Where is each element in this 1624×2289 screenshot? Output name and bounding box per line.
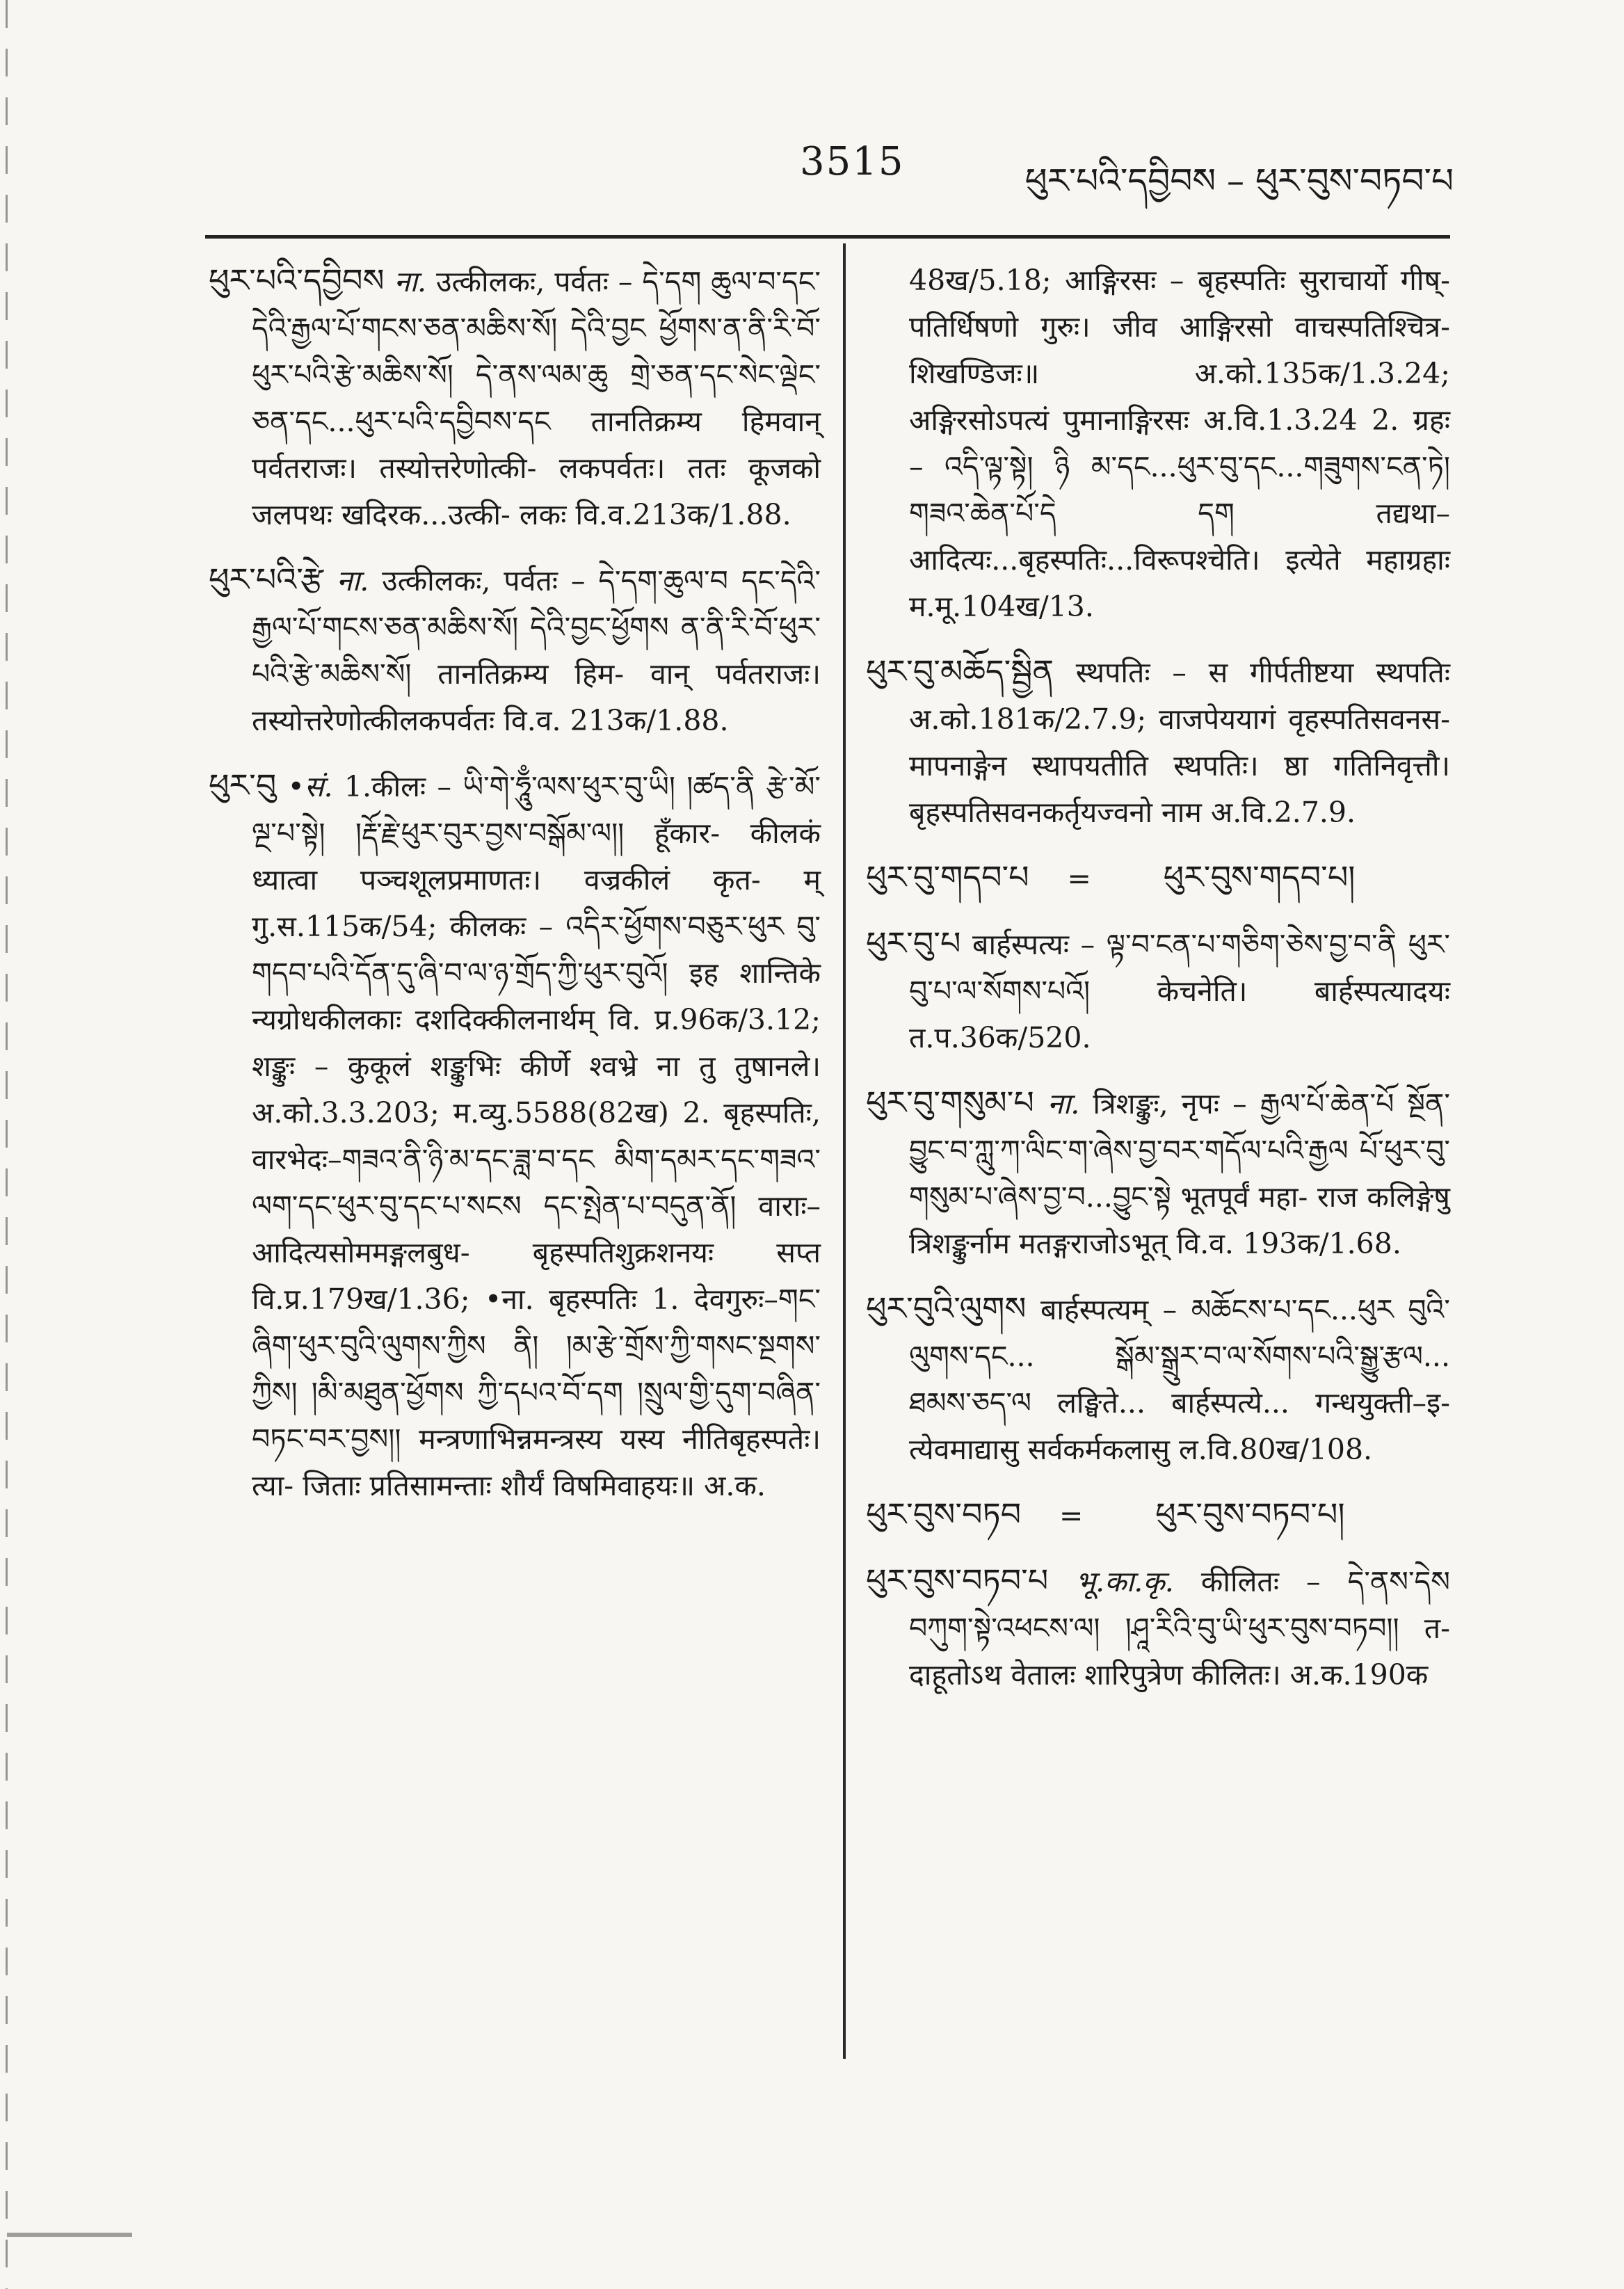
entry-headword: ཕུར་བུས་བཏབ་པ <box>866 1561 1049 1599</box>
entry-text-line: दाहूतोऽथ वेतालः शारिपुत्रेण कीलितः। अ.क.190क <box>909 1658 1429 1692</box>
entry-headword: ཕུར་བུ་མཆོད་སྦྱིན <box>866 652 1054 690</box>
grammar-label: भू.का.कृ. <box>1075 1565 1174 1598</box>
entry-headword: ཕུར་པའི་རྩེ <box>209 561 323 598</box>
dictionary-entry <box>866 257 1450 630</box>
entry-text-line: 193क/1.68. <box>1242 1227 1401 1260</box>
entry-text-line: དག तद्यथा–आदित्यः...बृहस्पतिः...विरूपश्चेति। <box>909 497 1450 577</box>
entry-text-line: ना तु तुषानले। अ.को.3.3.203; म.व्यु.5588(82ख) <box>252 1050 821 1130</box>
entry-text-line: བུའི་ལུགས་དང... སྒོམ་སྒྲུར་བ་ལ་སོགས་པའི་སྒྱུ་རྩལ... <box>909 1293 1450 1373</box>
equals-sign: = <box>1067 862 1091 895</box>
entry-text-line: बृहस्पतिसवनकर्तृयज्वनो नाम अ.वि.2.7.9. <box>909 796 1356 829</box>
entry-text-line: त.प.36क/520. <box>909 1021 1091 1054</box>
entry-text-line: त्येवमाद्यासु सर्वकर्मकलासु ल.वि.80ख/108. <box>909 1433 1373 1466</box>
entry-text-line: राज कलिङ्गेषु त्रिशङ्कुर्नाम मतङ्गराजोऽभूत् वि.व. <box>909 1180 1450 1260</box>
grammar-label: ना. <box>1047 1087 1080 1121</box>
entry-text-line: कीलितः – དེ་ནས་དེས <box>1200 1565 1450 1598</box>
entry-text-line: ཐམས་ཅད་ལ लङ्घिते... बार्हस्पत्ये... गन्धयुक्ती–इ- <box>909 1386 1450 1420</box>
entry-text-line: स्थपतिः – स गीर्पतीष्टया स्थपतिः <box>1075 656 1450 689</box>
header-rule <box>205 235 1450 239</box>
entry-text-line: पतिर्धिषणो गुरुः। जीव आङ्गिरसो वाचस्पतिश्चित्र- <box>909 310 1450 344</box>
entry-text-line: इत्येते महाग्रहाः म.मू.104ख/13. <box>909 543 1450 623</box>
column-divider <box>843 243 846 2059</box>
entry-text-line: कीलकं ध्यात्वा पञ्चशूलप्रमाणतः। वज्रकीलं कृत- <box>252 817 821 897</box>
entry-headword: ཕུར་བུའི་ལུགས <box>866 1290 1027 1327</box>
entry-text-line: ཕུར་བུ་པ་ལ་སོགས་པའོ། केचनेति। बार्हस्पत्यादयः <box>909 928 1450 1008</box>
grammar-label: ना. <box>336 564 369 597</box>
entry-text-line: ཀྱི་དཔའ་བོ་དག །སྲུལ་གྱི་དུག་བཞིན་བཏང་བར་བྱས།། <box>252 1376 821 1456</box>
grammar-label: ना. <box>394 265 426 298</box>
entry-text-line: लकपर्वतः। ततः कूजको जलपथः खदिरक...उत्की- <box>252 451 821 531</box>
entry-headword: ཕུར་བུ་པ <box>866 924 961 962</box>
dictionary-entry <box>209 556 821 744</box>
running-head: ཕུར་པའི་དབྱིབས – ཕུར་བུས་བཏབ་པ <box>1024 161 1454 201</box>
entry-text-line: པོ་ཕུར་བུ་གསུམ་པ་ཞེས་བྱ་བ...བྱུང་སྟེ भूतपूर्वं महा- <box>909 1134 1450 1214</box>
entry-text-line: དང་དེའི་རྒྱལ་པོ་གངས་ཅན་མཆིས་སོ། དེའི་བྱང་ཕྱོགས <box>252 564 821 644</box>
entry-text-line: बृहस्पतिशुक्रशनयः सप्त वि.प्र.179ख/1.36; •ना. <box>252 1236 821 1316</box>
dictionary-entry <box>866 1285 1450 1473</box>
entry-text-line: शिखण्डिजः॥ अ.को.135क/1.3.24; अङ्गिरसोऽपत्यं <box>909 357 1450 437</box>
right-column <box>866 257 1450 1717</box>
entry-text-line: शान्तिके न्यग्रोधकीलकाः दशदिक्कीलनार्थम् वि. <box>252 956 821 1036</box>
entry-text-line: अ.को.181क/2.7.9; वाजपेययागं वृहस्पतिसवनस- <box>909 702 1450 736</box>
entry-text-line: སྔོན་བྱུང་བ་ཀླུ་ཀ་ལིང་ག་ཞེས་བྱ་བར་གདོལ་པའི་རྒྱལ <box>909 1087 1450 1167</box>
entry-text-line: 213क/1.88. <box>570 704 729 737</box>
dictionary-entry <box>209 257 821 538</box>
entry-text-line: 48ख/5.18; आङ्गिरसः – बृहस्पतिः सुराचार्यो गीष्- <box>909 264 1450 297</box>
dictionary-entry <box>866 1491 1450 1539</box>
entry-text-line: ཆུལ་བ་དང་དེའི་རྒྱལ་པོ་གངས་ཅན་མཆིས་སོ། དེའི་བྱང <box>252 265 821 345</box>
entry-text-line: བུ་གདབ་པའི་དོན་དུ་ཞི་བ་ལ་ཉ་གྲོད་ཀྱི་ཕུར་བུའོ། इह <box>252 910 821 990</box>
entry-text-line: བཀུག་སྟེ་འཕངས་ལ། །ཤཱ་རིའི་བུ་ཡི་ཕུར་བུས་བཏབ།། त- <box>909 1612 1450 1645</box>
entry-text-line: उत्कीलकः, पर्वतः – དེ་དག་ཆུལ་བ <box>382 564 728 597</box>
entry-headword: ཕུར་བུ་གསུམ་པ <box>866 1084 1034 1121</box>
entry-text-line: ན་ནི་རི་བོ་ཕུར་པའི་རྩེ་མཆིས་སོ། तानतिक्रम्य हिम- <box>252 611 821 691</box>
entry-text-line: मापनाङ्गेन स्थापयतीति स्थपतिः। ष्ठा गतिनिवृत्तौ। <box>909 749 1450 782</box>
scan-edge-mark <box>6 0 8 2289</box>
entry-text-line: 1.कीलः – ཡི་གེ་ཧཱུྃ་ལས་ཕུར་བུ་ཡི། །ཚད་ནི <box>344 770 755 803</box>
left-column <box>209 257 821 1527</box>
dictionary-entry <box>866 1557 1450 1698</box>
entry-text-line: རྩེ་མོ་ལྔ་པ་སྟེ། །རྡོ་རྗེ་ཕུར་བུར་བྱས་བསྒོམ་ལ།། हूँकार- <box>252 770 821 850</box>
dictionary-entry <box>209 762 821 1509</box>
entry-text-line: मन्त्रणाभिन्नमन्त्रस्य यस्य नीतिबृहस्पतेः। त्या- <box>252 1422 821 1502</box>
entry-headword: ཕུར་པའི་དབྱིབས <box>209 262 385 299</box>
entry-text-line: वान् पर्वतराजः। तस्योत्तरेणोत्कीलकपर्वतः वि.व. <box>252 657 821 737</box>
equals-sign: = <box>1059 1499 1084 1532</box>
entry-text-line: तानतिक्रम्य हिमवान् पर्वतराजः। तस्योत्तरेणोत्की- <box>252 405 821 485</box>
entry-text-line: त्रिशङ्कुः, नृपः – རྒྱལ་པོ་ཆེན་པོ <box>1093 1087 1394 1121</box>
entry-text-line: 2. बृहस्पतिः, वारभेदः–གཟའ་ནི་ཉི་མ་དང་ཟླ་བ་དང <box>252 1096 821 1176</box>
entry-headword: ཕུར་བུ་གདབ་པ <box>866 858 1029 896</box>
page-header <box>0 139 1624 216</box>
entry-text-line: म् गु.स.115क/54; कीलकः – འདིར་ཕྱོགས་བཅུར་ཕུར <box>252 863 821 943</box>
entry-text-line: ནི། །མ་རྩེ་གྲོས་ཀྱི་གསང་སྔགས་ཀྱིས། །མི་མཐུན་ཕྱོགས <box>252 1329 821 1409</box>
entry-text-line: बार्हस्पत्यः – ལྟ་བ་ངན་པ་གཅིག་ཅེས་བྱ་བ་ནི <box>972 928 1397 961</box>
entry-text-line: पुमानाङ्गिरसः अ.वि.1.3.24 2. ग्रहः – འདི་ལྟ་སྟེ། ཉི <box>909 403 1450 483</box>
scan-bottom-mark <box>7 2233 132 2237</box>
dictionary-entry <box>866 920 1450 1061</box>
entry-text-line: लकः वि.व.213क/1.88. <box>519 498 791 531</box>
entry-text-line: बार्हस्पत्यम् – མཆོངས་པ་དང...ཕུར <box>1040 1293 1394 1326</box>
grammar-label: •सं. <box>287 770 333 803</box>
entry-headword: ཕུར་བུ <box>209 766 277 804</box>
entry-text-line: उत्कीलकः, पर्वतः – དེ་དག <box>435 265 702 298</box>
dictionary-entry <box>866 854 1450 902</box>
dictionary-entry <box>866 648 1450 836</box>
entry-text-line: ཕྱོགས་ན་ནི་རི་བོ་ཕུར་པའི་རྩེ་མཆིས་སོ། དེ་ནས་ལམ་ཆུ <box>252 312 821 392</box>
entry-text-line: बृहस्पतिः 1. देवगुरुः–གང་ཞིག་ཕུར་བུའི་ལུགས་ཀྱིས <box>252 1283 821 1363</box>
cross-reference: ཕུར་བུས་བཏབ་པ། <box>1155 1495 1345 1533</box>
entry-text-line: མ་དང...ཕུར་བུ་དང...གཟུགས་ངན་ཏེ། གཟའ་ཆེན་པོ་དེ <box>909 450 1450 530</box>
entry-text-line: प्र.96क/3.12; शङ्कुः – कुकूलं शङ्कुभिः कीर्णे श्वभ्रे <box>252 1003 821 1083</box>
entry-headword: ཕུར་བུས་བཏབ <box>866 1495 1022 1533</box>
page-number: 3515 <box>800 139 905 184</box>
entry-text-line: གྲེ་ཅན་དང་སེང་ལྡེང་ཅན་དང...ཕུར་པའི་དབྱིབས་དང <box>252 358 821 438</box>
entry-text-line: जिताः प्रतिसामन्ताः शौर्यं विषमिवाहयः॥ अ.क. <box>303 1469 766 1502</box>
dictionary-entry <box>866 1079 1450 1267</box>
cross-reference: ཕུར་བུས་གདབ་པ། <box>1163 858 1356 896</box>
entry-text-line: མིག་དམར་དང་གཟའ་ལག་དང་ཕུར་བུ་དང་པ་སངས <box>252 1143 821 1223</box>
entry-text-line: དང་སྤེན་པ་བདུན་ནོ། वाराः–आदित्यसोममङ्गलबुध- <box>252 1189 821 1269</box>
